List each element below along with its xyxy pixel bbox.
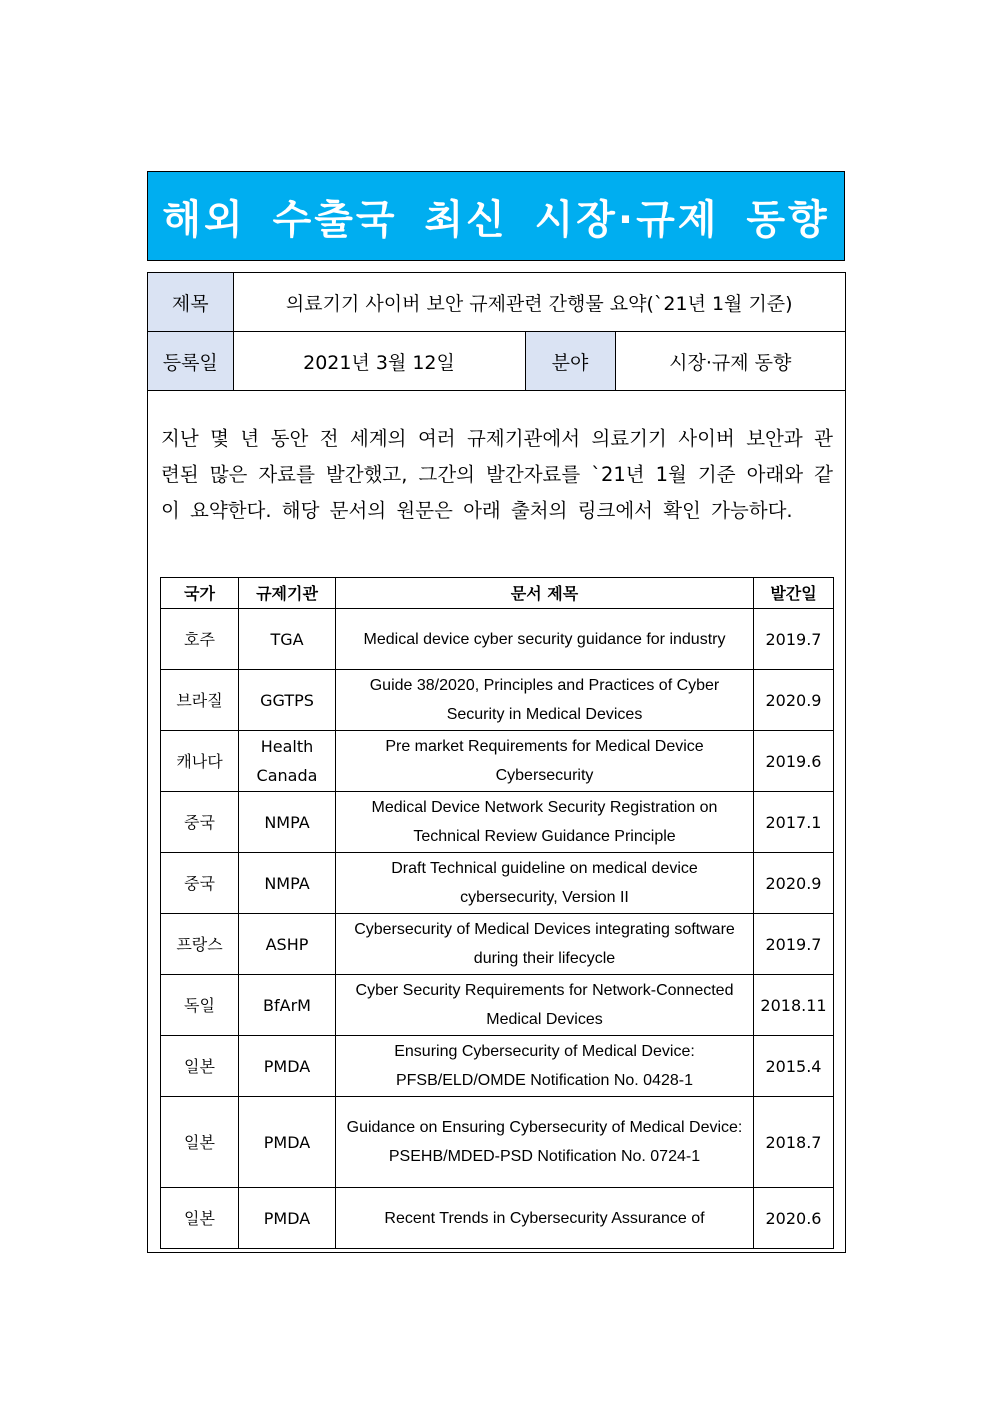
cell-country: 일본 (161, 1097, 239, 1188)
cell-doc-title: Guidance on Ensuring Cybersecurity of Medical Device: PSEHB/MDED-PSD Notification No. 0724-1 (336, 1097, 754, 1188)
meta-row-date (148, 332, 845, 391)
cell-doc-title: Draft Technical guideline on medical device cybersecurity, Version II (336, 853, 754, 914)
cell-agency: NMPA (239, 792, 336, 853)
date-label: 등록일 (148, 332, 233, 391)
cell-agency: PMDA (239, 1097, 336, 1188)
cell-country: 호주 (161, 609, 239, 670)
intro-text: 지난 몇 년 동안 전 세계의 여러 규제기관에서 의료기기 사이버 보안과 관련된 많은 자료를 발간했고, 그간의 발간자료를 `21년 1월 기준 아래와 같이 요약한다. 해당 문서의 원문은 아래 출처의 링크에서 확인 가능하다. (161, 427, 833, 522)
cell-agency: ASHP (239, 914, 336, 975)
meta-table (148, 273, 845, 391)
cell-country: 일본 (161, 1036, 239, 1097)
cell-agency: BfArM (239, 975, 336, 1036)
cell-country: 일본 (161, 1188, 239, 1249)
cell-doc-title: Guide 38/2020, Principles and Practices of Cyber Security in Medical Devices (336, 670, 754, 731)
table-row (161, 1036, 834, 1097)
cell-agency: Health Canada (239, 731, 336, 792)
cell-pub-date: 2019.7 (754, 914, 834, 975)
table-row (161, 975, 834, 1036)
cell-country: 프랑스 (161, 914, 239, 975)
table-row (161, 1097, 834, 1188)
table-row (161, 609, 834, 670)
cell-pub-date: 2015.4 (754, 1036, 834, 1097)
cell-pub-date: 2020.9 (754, 853, 834, 914)
field-value: 시장·규제 동향 (615, 332, 845, 391)
title-label: 제목 (148, 273, 233, 332)
cell-agency: PMDA (239, 1036, 336, 1097)
header-doc-title: 문서 제목 (336, 578, 754, 609)
banner-title: 해외 수출국 최신 시장·규제 동향 (162, 196, 830, 243)
title-value: 의료기기 사이버 보안 규제관련 간행물 요약(`21년 1월 기준) (233, 273, 845, 332)
cell-pub-date: 2020.6 (754, 1188, 834, 1249)
cell-pub-date: 2020.9 (754, 670, 834, 731)
date-value: 2021년 3월 12일 (233, 332, 525, 391)
cell-doc-title: Medical Device Network Security Registration on Technical Review Guidance Principle (336, 792, 754, 853)
table-row (161, 670, 834, 731)
cell-country: 브라질 (161, 670, 239, 731)
cell-doc-title: Cybersecurity of Medical Devices integrating software during their lifecycle (336, 914, 754, 975)
cell-doc-title: Pre market Requirements for Medical Device Cybersecurity (336, 731, 754, 792)
cell-pub-date: 2018.11 (754, 975, 834, 1036)
cell-pub-date: 2018.7 (754, 1097, 834, 1188)
publications-table (160, 577, 834, 1249)
cell-doc-title: Medical device cyber security guidance for industry (336, 609, 754, 670)
cell-agency: PMDA (239, 1188, 336, 1249)
cell-doc-title: Ensuring Cybersecurity of Medical Device: PFSB/ELD/OMDE Notification No. 0428-1 (336, 1036, 754, 1097)
cell-doc-title: Recent Trends in Cybersecurity Assurance of (336, 1188, 754, 1249)
table-row (161, 1188, 834, 1249)
table-row (161, 853, 834, 914)
header-pub-date: 발간일 (754, 578, 834, 609)
cell-agency: TGA (239, 609, 336, 670)
cell-country: 중국 (161, 853, 239, 914)
table-row (161, 792, 834, 853)
meta-row-title (148, 273, 845, 332)
cell-country: 독일 (161, 975, 239, 1036)
intro-paragraph (148, 391, 845, 529)
page-banner (147, 171, 845, 261)
cell-pub-date: 2019.6 (754, 731, 834, 792)
table-row (161, 914, 834, 975)
table-row (161, 731, 834, 792)
cell-country: 캐나다 (161, 731, 239, 792)
document-frame (147, 272, 846, 1253)
cell-pub-date: 2019.7 (754, 609, 834, 670)
field-label: 분야 (525, 332, 615, 391)
header-country: 국가 (161, 578, 239, 609)
cell-doc-title: Cyber Security Requirements for Network-Connected Medical Devices (336, 975, 754, 1036)
header-agency: 규제기관 (239, 578, 336, 609)
cell-agency: GGTPS (239, 670, 336, 731)
cell-country: 중국 (161, 792, 239, 853)
table-header-row (161, 578, 834, 609)
cell-pub-date: 2017.1 (754, 792, 834, 853)
cell-agency: NMPA (239, 853, 336, 914)
